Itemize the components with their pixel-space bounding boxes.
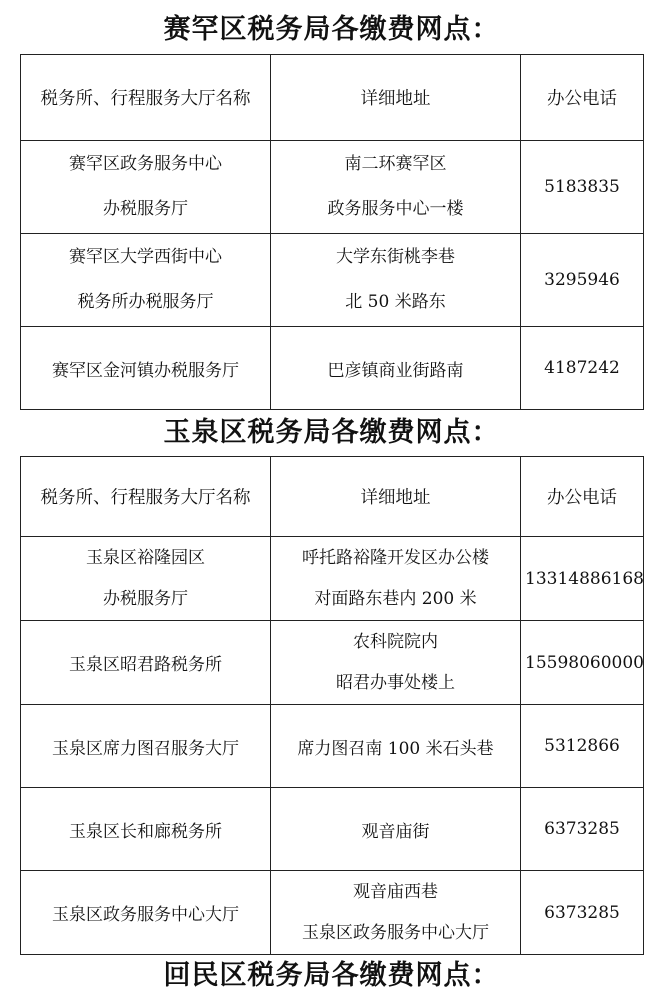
office-name-line: 玉泉区裕隆园区 <box>86 547 205 568</box>
address-line: 北 50 米路东 <box>345 292 446 312</box>
office-name <box>21 327 271 410</box>
section-title-saihan: 赛罕区税务局各缴费网点： <box>163 14 500 45</box>
office-phone: 4187242 <box>521 327 644 410</box>
office-name-line: 玉泉区长和廊税务所 <box>69 821 222 842</box>
office-name <box>21 871 271 955</box>
address-line: 呼托路裕隆开发区办公楼 <box>302 547 489 568</box>
yuquan-fee-table <box>20 456 644 955</box>
table-row <box>21 705 644 788</box>
office-address <box>271 621 521 705</box>
section-title-huimin: 回民区税务局各缴费网点： <box>163 960 500 991</box>
office-phone: 15598060000 <box>521 621 644 705</box>
office-name <box>21 234 271 327</box>
office-phone: 5183835 <box>521 141 644 234</box>
header-phone: 办公电话 <box>521 55 644 141</box>
office-phone: 6373285 <box>521 788 644 871</box>
address-line: 观音庙街 <box>361 821 430 842</box>
office-name-line: 玉泉区席力图召服务大厅 <box>52 738 239 759</box>
address-line: 南二环赛罕区 <box>344 154 447 174</box>
table-row <box>21 141 644 234</box>
office-name-line: 办税服务厅 <box>103 588 188 609</box>
office-name-line: 赛罕区政务服务中心 <box>69 154 222 174</box>
address-line: 玉泉区政务服务中心大厅 <box>302 922 489 943</box>
office-name <box>21 141 271 234</box>
office-address <box>271 871 521 955</box>
header-phone: 办公电话 <box>521 457 644 537</box>
header-name: 税务所、行程服务大厅名称 <box>21 457 271 537</box>
office-name-line: 税务所办税服务厅 <box>77 292 214 312</box>
office-name-line: 赛罕区金河镇办税服务厅 <box>52 360 239 381</box>
table-row <box>21 327 644 410</box>
office-name-line: 赛罕区大学西街中心 <box>69 247 222 267</box>
table-row <box>21 234 644 327</box>
address-line: 对面路东巷内 200 米 <box>314 588 477 609</box>
header-address: 详细地址 <box>271 55 521 141</box>
table-row <box>21 621 644 705</box>
office-address <box>271 788 521 871</box>
office-address <box>271 327 521 410</box>
office-name <box>21 788 271 871</box>
table-header-row <box>21 55 644 141</box>
address-line: 昭君办事处楼上 <box>336 672 455 693</box>
address-line: 大学东街桃李巷 <box>336 247 455 267</box>
section-title-yuquan: 玉泉区税务局各缴费网点： <box>163 417 500 448</box>
table-row <box>21 788 644 871</box>
header-address: 详细地址 <box>271 457 521 537</box>
office-name <box>21 705 271 788</box>
table-row <box>21 537 644 621</box>
office-address <box>271 141 521 234</box>
table-row <box>21 871 644 955</box>
office-name-line: 办税服务厅 <box>103 199 188 219</box>
address-line: 农科院院内 <box>353 631 438 652</box>
office-phone: 6373285 <box>521 871 644 955</box>
saihan-fee-table <box>20 54 644 410</box>
office-name-line: 玉泉区昭君路税务所 <box>69 655 222 675</box>
office-address <box>271 705 521 788</box>
office-phone: 13314886168 <box>521 537 644 621</box>
table-header-row <box>21 457 644 537</box>
office-name <box>21 621 271 705</box>
address-line: 政务服务中心一楼 <box>327 199 464 219</box>
office-address <box>271 537 521 621</box>
office-phone: 5312866 <box>521 705 644 788</box>
address-line: 席力图召南 100 米石头巷 <box>297 738 494 759</box>
header-name: 税务所、行程服务大厅名称 <box>21 55 271 141</box>
address-line: 巴彦镇商业街路南 <box>327 360 464 381</box>
office-address <box>271 234 521 327</box>
office-phone: 3295946 <box>521 234 644 327</box>
address-line: 观音庙西巷 <box>353 881 438 902</box>
office-name <box>21 537 271 621</box>
office-name-line: 玉泉区政务服务中心大厅 <box>52 905 239 925</box>
